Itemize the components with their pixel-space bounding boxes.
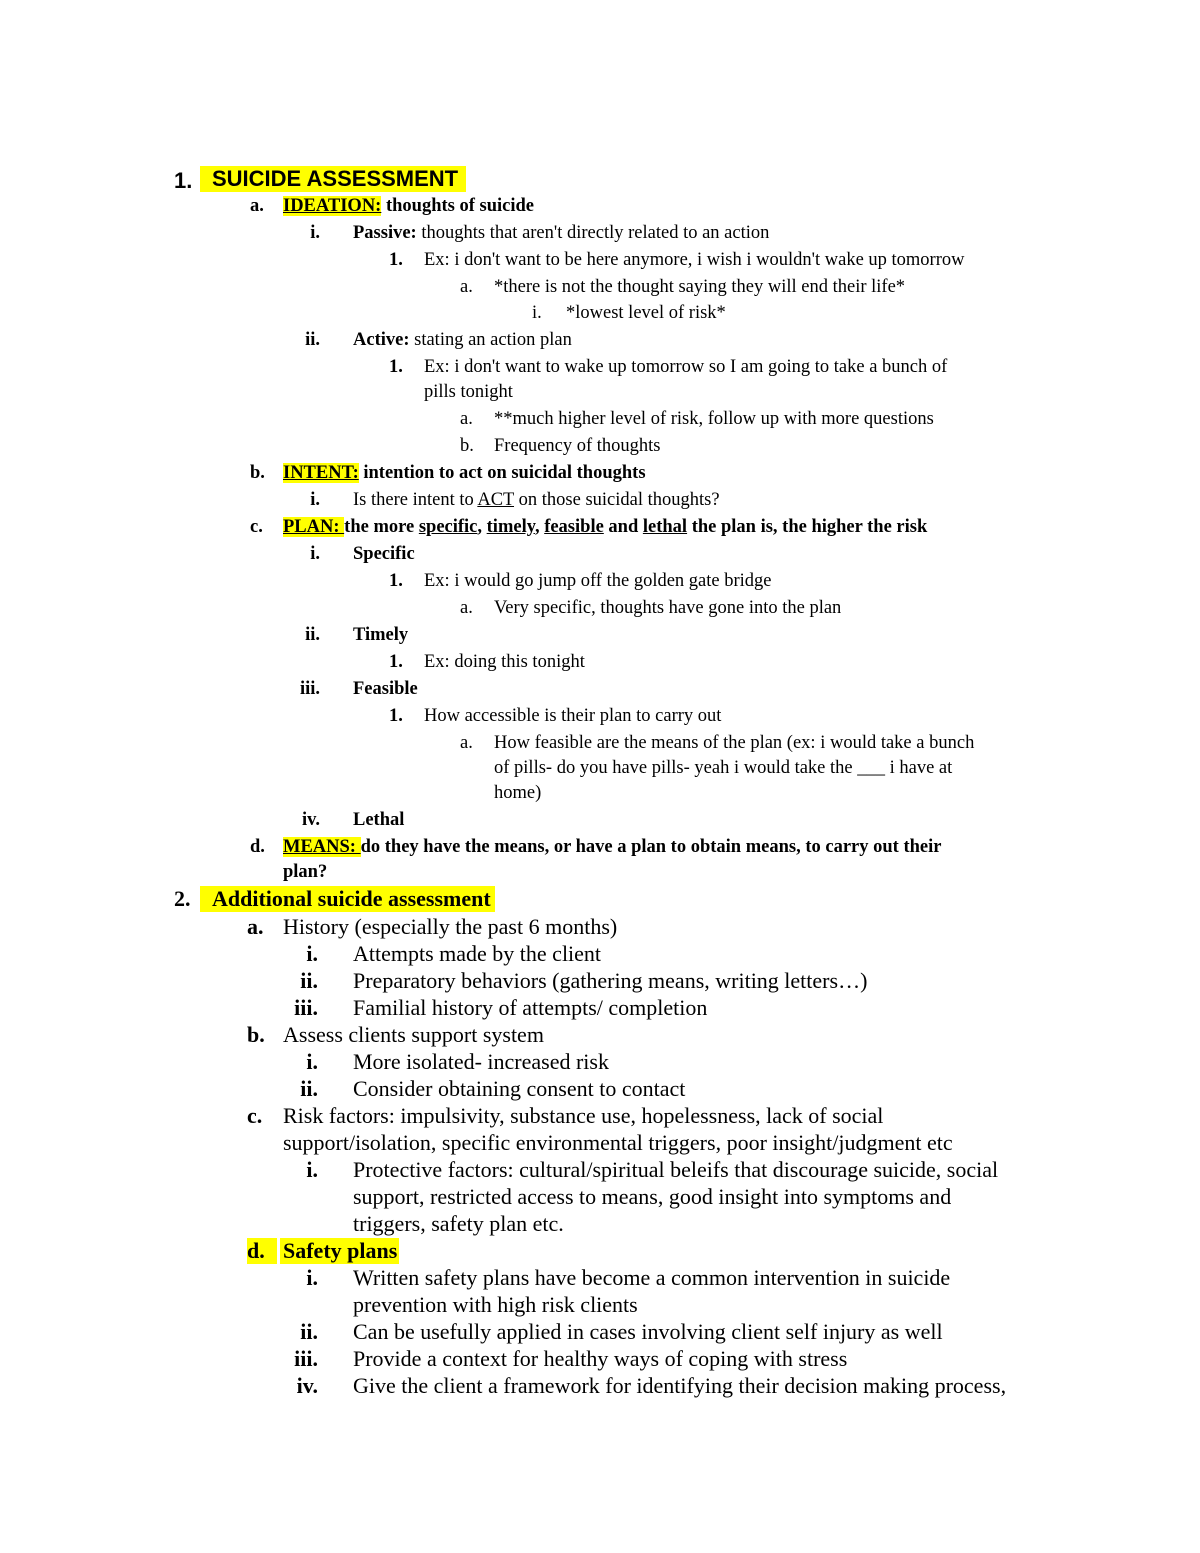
list-marker: i. [306,1265,318,1290]
list-marker: ii. [305,625,320,645]
list-marker: i. [532,303,542,323]
list-marker: d. [247,1238,277,1264]
passive-text [353,223,769,244]
text-run: timely [486,517,535,537]
list-marker: i. [306,941,318,966]
means-label: MEANS: [283,837,361,857]
list-marker: 1. [389,357,403,377]
list-item-continued: prevention with high risk clients [353,1292,638,1317]
list-item: Provide a context for healthy ways of coping with stress [353,1346,848,1371]
means-desc: do they have the means, or have a plan to obtain means, to carry out their [360,837,942,857]
list-marker: iv. [302,810,320,830]
list-marker: 1. [174,168,193,193]
list-item: Risk factors: impulsivity, substance use, hopelessness, lack of social [283,1103,884,1128]
list-marker: a. [460,598,473,618]
list-marker: i. [306,1157,318,1182]
list-item: Lethal [353,810,405,830]
means-text [283,837,941,858]
list-marker: c. [250,517,263,537]
list-marker: iii. [299,679,320,699]
active-label: Active: [353,330,410,350]
list-marker: iii. [294,995,318,1020]
text-run: lethal [642,517,688,537]
passive-label: Passive: [353,223,417,243]
list-item-continued: pills tonight [424,382,513,402]
list-item: *lowest level of risk* [566,303,726,323]
list-marker: iii. [294,1346,318,1371]
active-desc: stating an action plan [409,330,572,350]
list-item: Ex: i don't want to be here anymore, i wish i wouldn't wake up tomorrow [424,250,965,270]
intent-text [283,463,646,484]
intent-label: INTENT: [283,463,359,483]
list-marker: ii. [300,1076,318,1101]
list-marker: ii. [305,330,320,350]
section-title: Additional suicide assessment [200,886,495,912]
list-item: History (especially the past 6 months) [283,914,618,939]
act-word: ACT [477,490,515,510]
ideation-label: IDEATION: [283,196,382,216]
list-item: Ex: i would go jump off the golden gate bridge [424,571,772,591]
section-title: SUICIDE ASSESSMENT [200,166,466,192]
list-item: Attempts made by the client [353,941,602,966]
list-item: Ex: i don't want to wake up tomorrow so I am going to take a bunch of [424,357,948,377]
list-item: Feasible [353,679,418,699]
intent-desc: intention to act on suicidal thoughts [358,463,646,483]
list-item: More isolated- increased risk [353,1049,609,1074]
list-item: Timely [353,625,409,645]
list-marker: 1. [389,571,403,591]
text-run: , [477,517,487,537]
list-marker: 1. [389,706,403,726]
list-item: Assess clients support system [283,1022,544,1047]
list-marker: a. [250,196,264,216]
list-marker: i. [310,544,320,564]
list-item: Familial history of attempts/ completion [353,995,708,1020]
list-marker: a. [460,277,473,297]
list-marker: 1. [389,250,403,270]
list-item: Can be usefully applied in cases involving client self injury as well [353,1319,943,1344]
list-marker: 2. [174,886,191,911]
text-run: specific [418,517,478,537]
list-marker: iv. [296,1373,318,1398]
list-item: Frequency of thoughts [494,436,661,456]
list-item: How accessible is their plan to carry out [424,706,722,726]
list-item-continued: support, restricted access to means, good insight into symptoms and [353,1184,952,1209]
list-item: Ex: doing this tonight [424,652,585,672]
list-marker: b. [460,436,474,456]
passive-desc: thoughts that aren't directly related to an action [416,223,770,243]
text-run: the more [344,517,419,537]
plan-text [283,517,927,538]
active-text [353,330,572,351]
plan-label: PLAN: [283,517,345,537]
text-run: on those suicidal thoughts? [514,490,720,510]
list-item-continued: triggers, safety plan etc. [353,1211,564,1236]
ideation-desc: thoughts of suicide [381,196,534,216]
list-item: Consider obtaining consent to contact [353,1076,686,1101]
list-item: *there is not the thought saying they will end their life* [494,277,906,297]
text-run: feasible [544,517,604,537]
list-marker: b. [247,1022,265,1047]
list-marker: i. [310,223,320,243]
list-marker: c. [247,1103,263,1128]
ideation-text [283,196,534,217]
means-desc-continued: plan? [283,862,328,882]
list-item-continued: support/isolation, specific environmental triggers, poor insight/judgment etc [283,1130,953,1155]
list-item: How feasible are the means of the plan (ex: i would take a bunch [494,733,975,753]
list-item: Written safety plans have become a common intervention in suicide [353,1265,951,1290]
list-marker: i. [306,1049,318,1074]
list-marker: a. [247,914,264,939]
list-marker: 1. [389,652,403,672]
text-run: and [603,517,643,537]
list-item: Specific [353,544,415,564]
list-item: Very specific, thoughts have gone into the plan [494,598,842,618]
text-run: the plan is, the higher the risk [687,517,928,537]
list-marker: ii. [300,968,318,993]
list-item-continued: of pills- do you have pills- yeah i would take the ___ i have at [494,758,953,778]
text-run: Is there intent to [353,490,478,510]
list-marker: i. [310,490,320,510]
text-run: , [534,517,545,537]
list-item [353,490,720,511]
list-marker: a. [460,409,473,429]
list-marker: b. [250,463,265,483]
safety-plans-label: Safety plans [280,1238,399,1264]
list-item-continued: home) [494,783,542,803]
list-marker: d. [250,837,265,857]
list-item: **much higher level of risk, follow up with more questions [494,409,934,429]
list-item: Protective factors: cultural/spiritual beleifs that discourage suicide, social [353,1157,999,1182]
list-marker: ii. [300,1319,318,1344]
list-item: Preparatory behaviors (gathering means, writing letters…) [353,968,868,993]
list-marker: a. [460,733,473,753]
list-item: Give the client a framework for identifying their decision making process, [353,1373,1007,1398]
